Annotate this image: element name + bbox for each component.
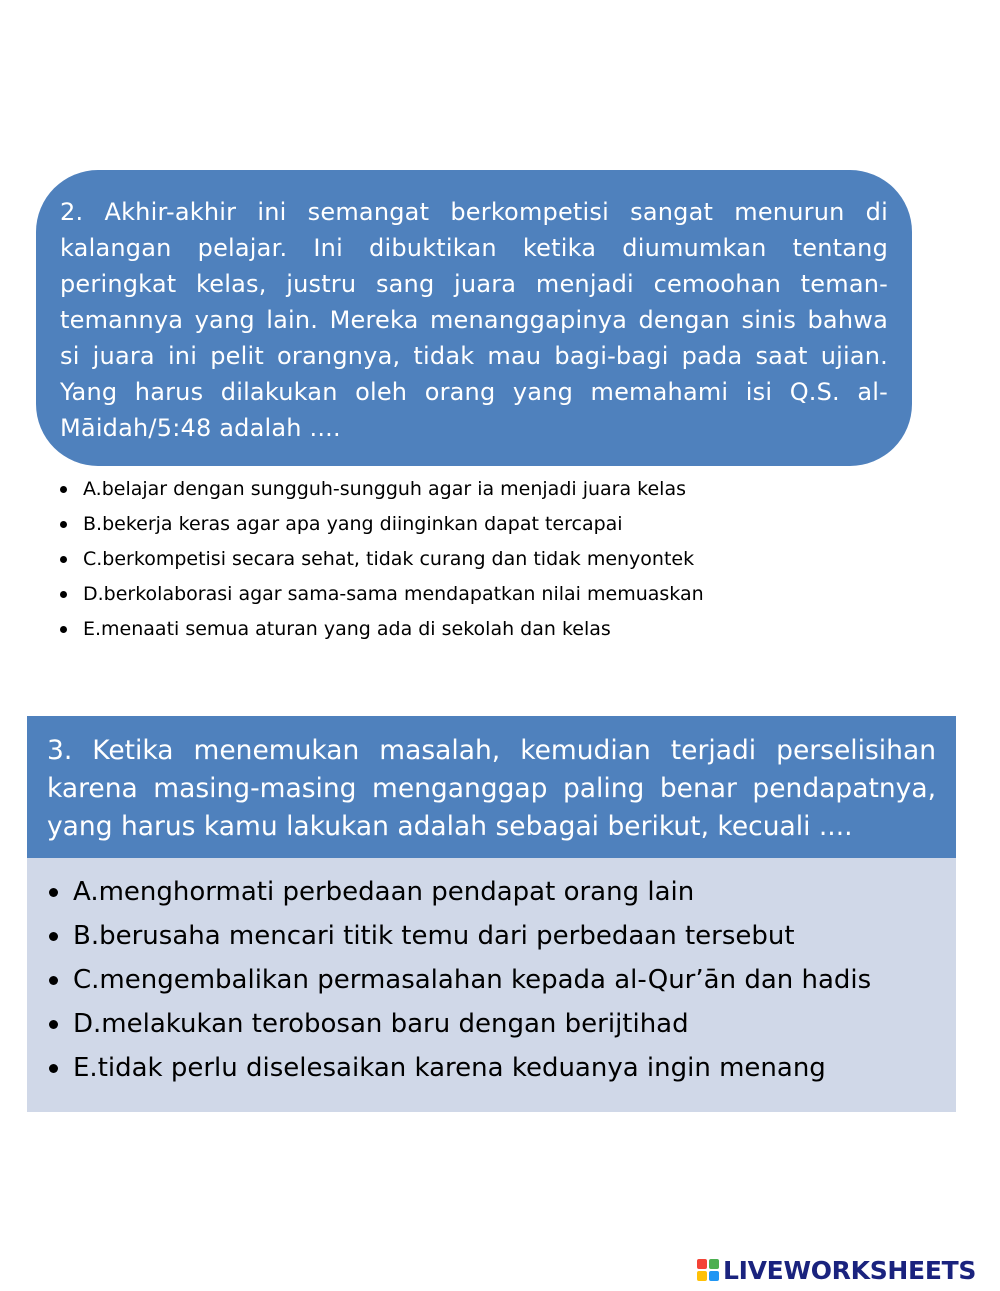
option-item[interactable] <box>49 914 956 958</box>
bullet-icon <box>49 976 58 985</box>
bullet-icon <box>49 932 58 941</box>
logo-text: LIVEWORKSHEETS <box>723 1255 977 1285</box>
option-item[interactable] <box>49 870 956 914</box>
option-item[interactable] <box>60 577 920 612</box>
logo-square <box>697 1259 707 1269</box>
bullet-icon <box>60 591 67 598</box>
option-label: A.menghormati perbedaan pendapat orang lain <box>73 877 695 907</box>
option-item[interactable] <box>49 1046 956 1090</box>
question-2-text: 2. Akhir-akhir ini semangat berkompetisi sangat menurun di kalangan pelajar. Ini dibuktikan ketika diumumkan tentang peringkat kelas, justru sang juara menjadi cemoohan teman-temannya yang lain. Mereka menanggapinya dengan sinis bahwa si juara ini pelit orangnya, tidak mau bagi-bagi pada saat ujian. Yang harus dilakukan oleh orang yang memahami isi Q.S. al-Māidah/5:48 adalah .... <box>60 198 888 442</box>
option-item[interactable] <box>60 612 920 647</box>
logo-square <box>697 1271 707 1281</box>
option-label: D.melakukan terobosan baru dengan berijtihad <box>73 1009 689 1039</box>
question-3-options-panel <box>27 858 956 1112</box>
liveworksheets-logo <box>697 1254 976 1286</box>
question-2-box <box>36 170 912 466</box>
bullet-icon <box>49 888 58 897</box>
option-label: B.bekerja keras agar apa yang diinginkan dapat tercapai <box>83 513 623 535</box>
option-item[interactable] <box>49 958 956 1002</box>
logo-square <box>709 1271 719 1281</box>
option-item[interactable] <box>49 1002 956 1046</box>
option-item[interactable] <box>60 542 920 577</box>
bullet-icon <box>60 556 67 563</box>
option-item[interactable] <box>60 472 920 507</box>
liveworksheets-logo-icon <box>697 1259 719 1281</box>
option-label: C.mengembalikan permasalahan kepada al-Qur’ān dan hadis <box>73 965 872 995</box>
logo-square <box>709 1259 719 1269</box>
option-label: C.berkompetisi secara sehat, tidak curang dan tidak menyontek <box>83 548 695 570</box>
option-label: D.berkolaborasi agar sama-sama mendapatkan nilai memuaskan <box>83 583 704 605</box>
option-item[interactable] <box>60 507 920 542</box>
question-2-options <box>60 472 920 647</box>
bullet-icon <box>60 626 67 633</box>
question-3-text: 3. Ketika menemukan masalah, kemudian terjadi perselisihan karena masing-masing menganggap paling benar pendapatnya, yang harus kamu lakukan adalah sebagai berikut, kecuali .... <box>47 735 936 842</box>
option-label: A.belajar dengan sungguh-sungguh agar ia menjadi juara kelas <box>83 478 686 500</box>
option-label: E.tidak perlu diselesaikan karena keduanya ingin menang <box>73 1053 826 1083</box>
bullet-icon <box>60 521 67 528</box>
bullet-icon <box>60 486 67 493</box>
question-3-box <box>27 716 956 858</box>
bullet-icon <box>49 1020 58 1029</box>
bullet-icon <box>49 1064 58 1073</box>
option-label: E.menaati semua aturan yang ada di sekolah dan kelas <box>83 618 611 640</box>
question-3-options <box>49 870 956 1090</box>
option-label: B.berusaha mencari titik temu dari perbedaan tersebut <box>73 921 795 951</box>
